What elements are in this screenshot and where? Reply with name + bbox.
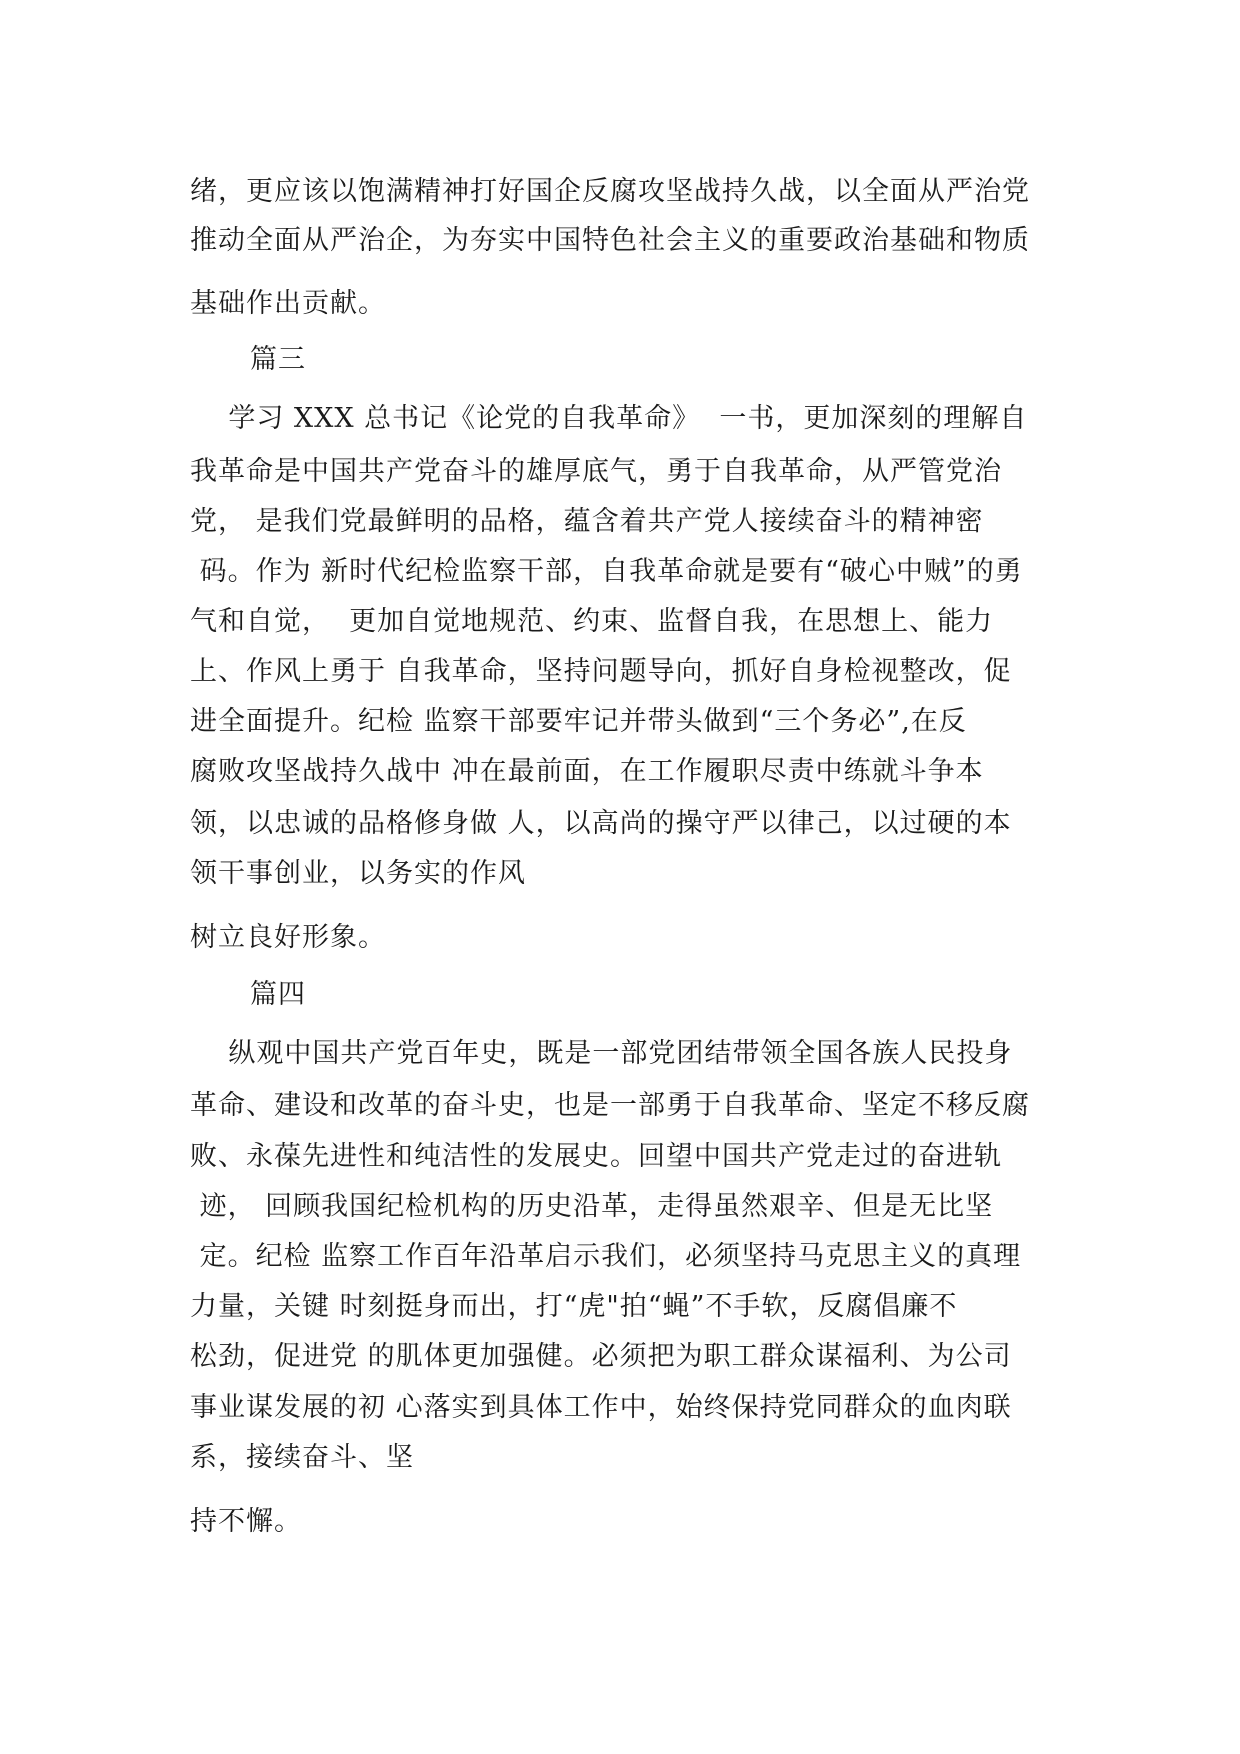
text-line: 事业谋发展的初 心落实到具体工作中，始终保持党同群众的血肉联 bbox=[190, 1392, 1012, 1423]
text-line: 败、永葆先进性和纯洁性的发展史。回望中国共产党走过的奋进轨 bbox=[190, 1141, 1002, 1172]
text-line: 上、作风上勇于 自我革命，坚持问题导向，抓好自身检视整改，促 bbox=[190, 656, 1012, 687]
text-line: 持不懈。 bbox=[190, 1506, 302, 1537]
text-line: 推动全面从严治企，为夯实中国特色社会主义的重要政治基础和物质 bbox=[190, 225, 1030, 256]
text-line: 迹， 回顾我国纪检机构的历史沿革，走得虽然艰辛、但是无比坚 bbox=[190, 1191, 994, 1222]
section-heading: 篇四 bbox=[250, 979, 306, 1010]
text-line: 绪，更应该以饱满精神打好国企反腐攻坚战持久战，以全面从严治党 bbox=[190, 176, 1030, 207]
text-line: 气和自觉， 更加自觉地规范、约束、监督自我，在思想上、能力 bbox=[190, 606, 994, 637]
text-line: 纵观中国共产党百年史，既是一部党团结带领全国各族人民投身 bbox=[190, 1038, 1013, 1069]
text-line: 学习 XXX 总书记《论党的自我革命》 一书，更加深刻的理解自 bbox=[190, 403, 1028, 434]
text-line: 系，接续奋斗、坚 bbox=[190, 1442, 414, 1473]
text-line: 定。纪检 监察工作百年沿革启示我们，必须坚持马克思主义的真理 bbox=[190, 1241, 1022, 1272]
text-line: 码。作为 新时代纪检监察干部，自我革命就是要有“破心中贼”的勇 bbox=[190, 556, 1023, 587]
section-heading: 篇三 bbox=[250, 344, 306, 375]
text-line: 腐败攻坚战持久战中 冲在最前面，在工作履职尽责中练就斗争本 bbox=[190, 756, 984, 787]
text-line: 基础作出贡献。 bbox=[190, 288, 386, 319]
text-line: 松劲，促进党 的肌体更加强健。必须把为职工群众谋福利、为公司 bbox=[190, 1341, 1012, 1372]
text-line: 革命、建设和改革的奋斗史，也是一部勇于自我革命、坚定不移反腐 bbox=[190, 1090, 1030, 1121]
text-line: 党， 是我们党最鲜明的品格，蕴含着共产党人接续奋斗的精神密 bbox=[190, 506, 984, 537]
text-line: 领干事创业，以务实的作风 bbox=[190, 858, 526, 889]
text-line: 我革命是中国共产党奋斗的雄厚底气，勇于自我革命，从严管党治 bbox=[190, 456, 1002, 487]
text-line: 领，以忠诚的品格修身做 人，以高尚的操守严以律己，以过硬的本 bbox=[190, 808, 1012, 839]
text-line: 力量，关键 时刻挺身而出，打“虎"拍“蝇”不手软，反腐倡廉不 bbox=[190, 1291, 958, 1322]
text-line: 进全面提升。纪检 监察干部要牢记并带头做到“三个务必”,在反 bbox=[190, 706, 967, 737]
text-line: 树立良好形象。 bbox=[190, 922, 386, 953]
